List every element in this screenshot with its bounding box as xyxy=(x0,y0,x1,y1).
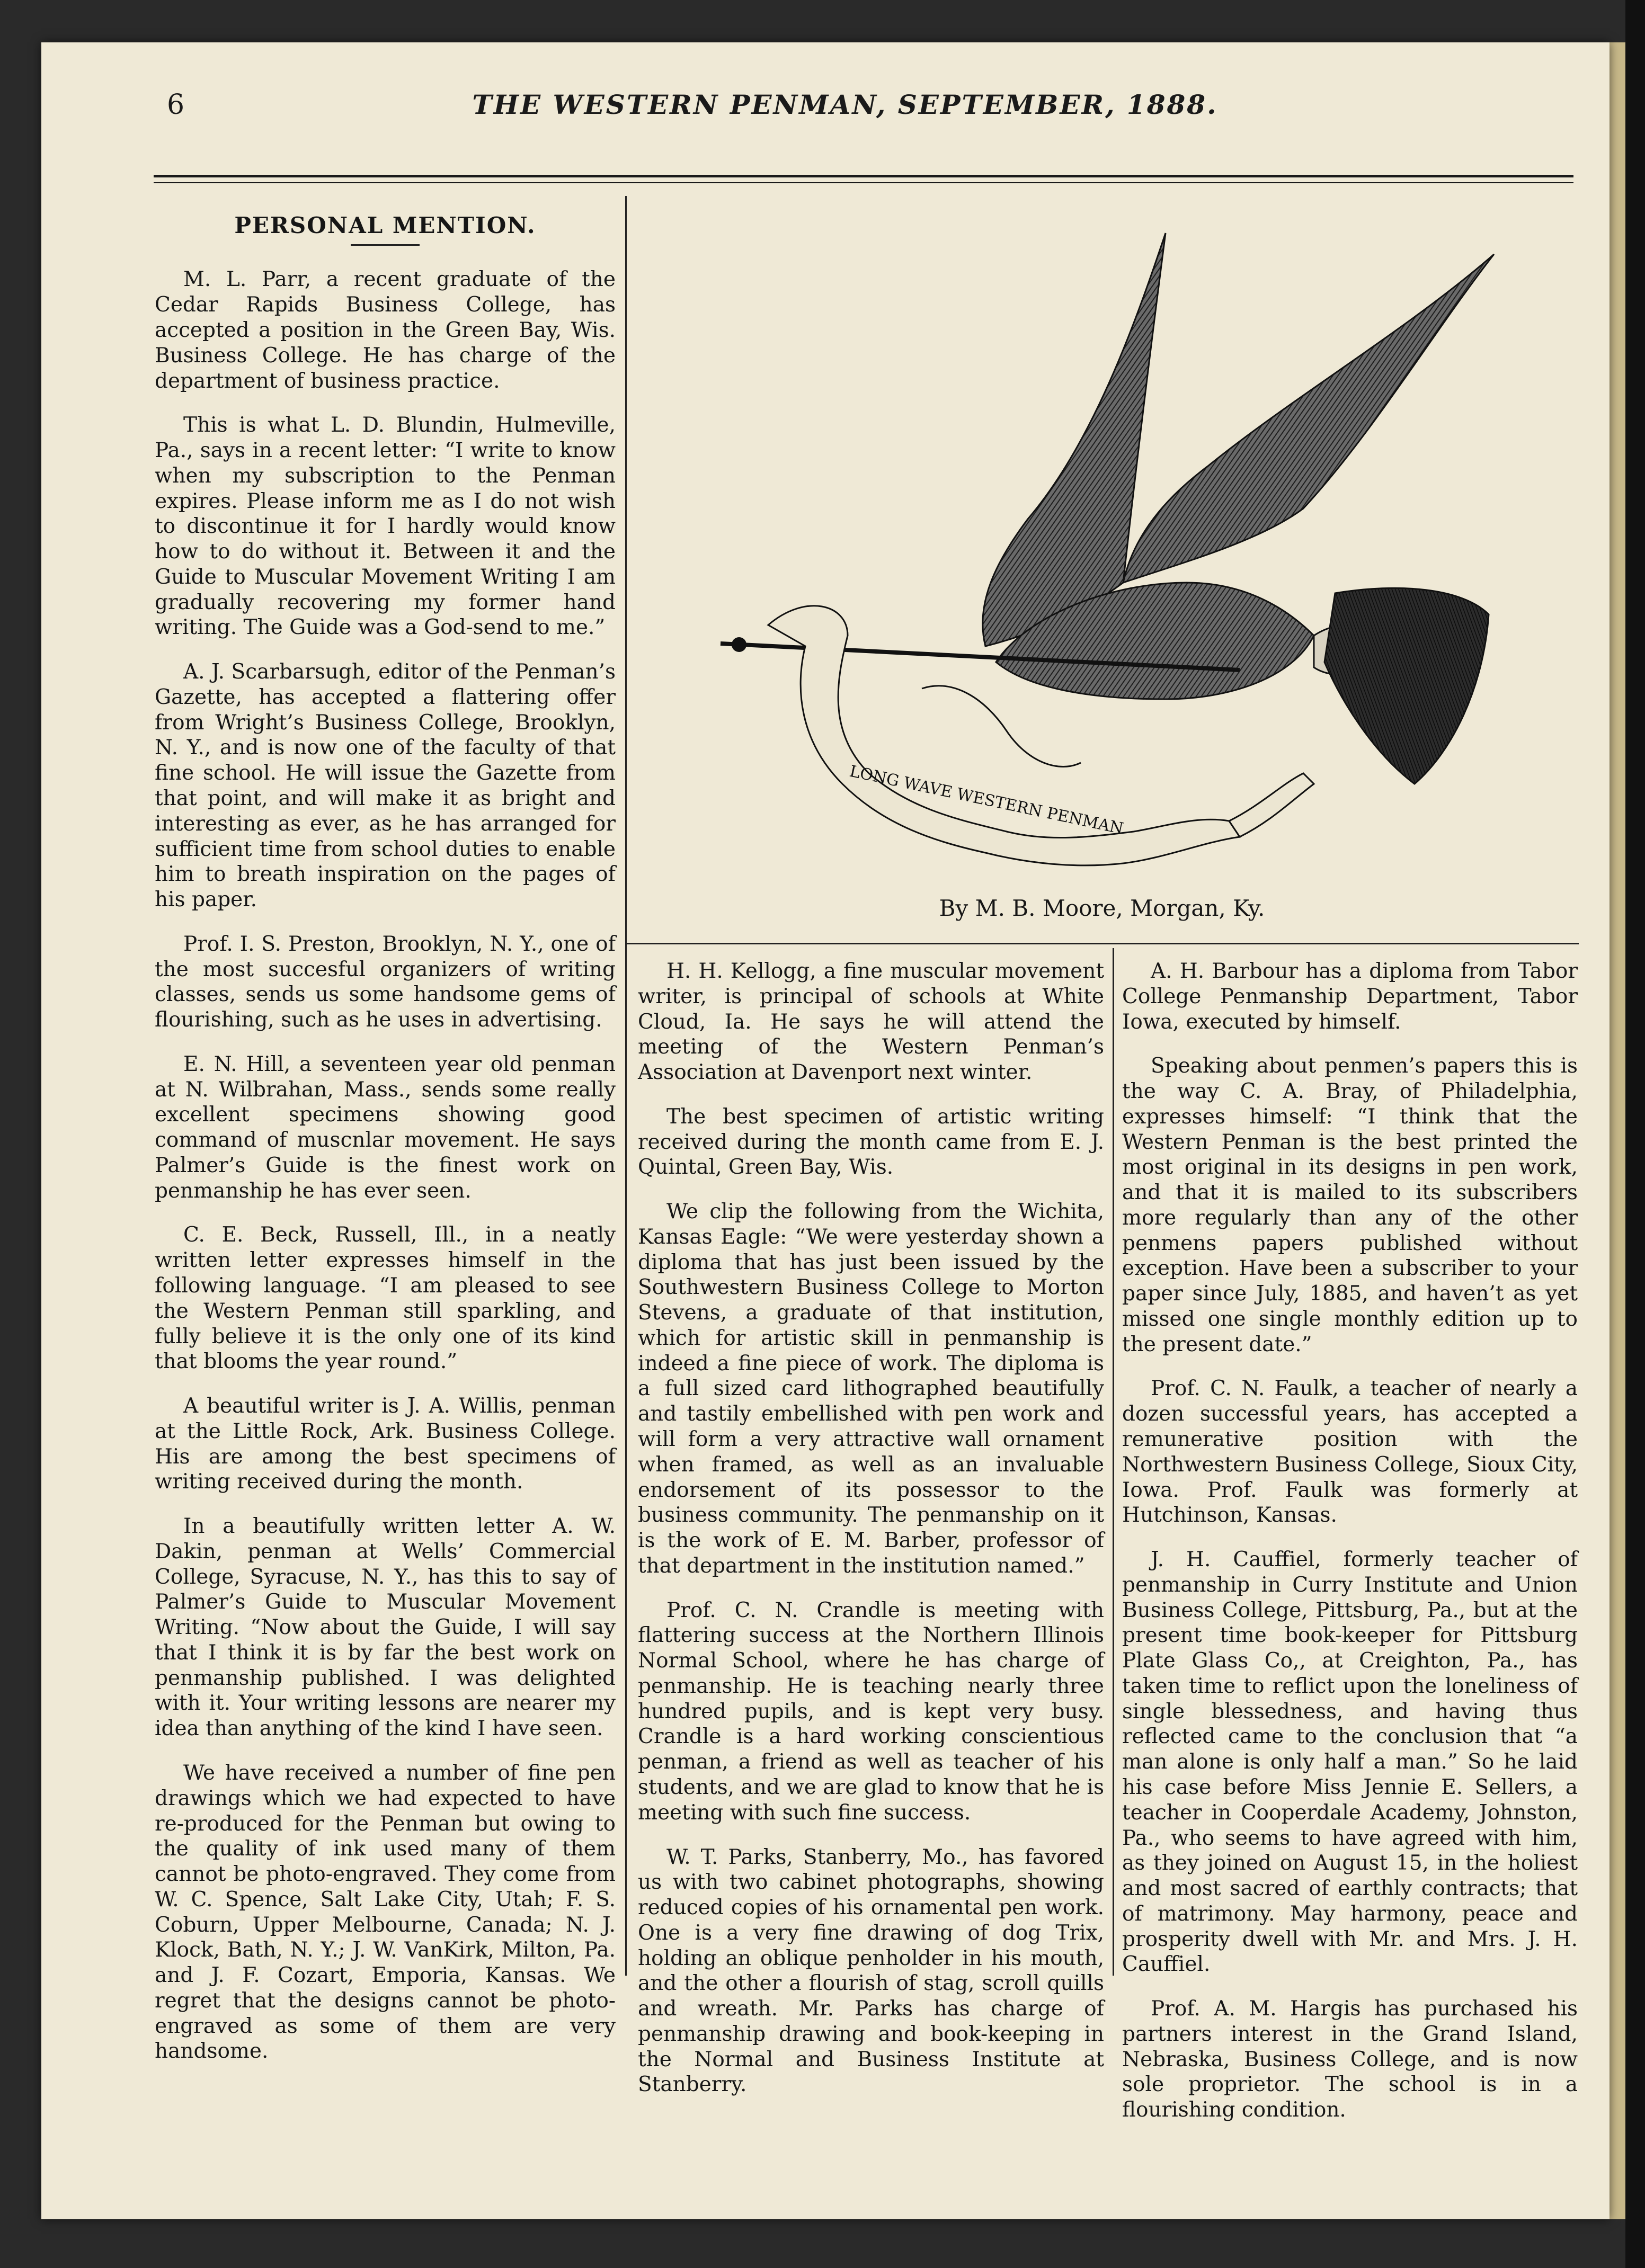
heading-rule xyxy=(351,244,420,246)
eagle-illustration xyxy=(710,222,1515,879)
article-paragraph: We clip the following from the Wichita, Kansas Eagle: “We were yesterday shown a diploma that has just been issued by the Southwestern Business College to Morton Stevens, a graduate of that institution, which for artistic skill in penmanship is indeed a fine piece of work. The diploma is a full sized card lithographed beautifully and tastily embellished with pen work and will form a very attractive wall ornament when framed, as well as an invaluable endorsement of its possessor to the business community. The penmanship on it is the work of E. M. Barber, professor of that department in the institution named.” xyxy=(638,1200,1104,1578)
article-paragraph: M. L. Parr, a recent graduate of the Cedar Rapids Business College, has accepted a position in the Green Bay, Wis. Business College. He has charge of the department of business practice. xyxy=(155,267,616,393)
book-spine xyxy=(1625,0,1645,2268)
column-divider-1 xyxy=(625,196,627,1976)
article-paragraph: Speaking about penmen’s papers this is the way C. A. Bray, of Philadelphia, expresses himself: “I think that the Western Penman is the best printed the most original in its designs in pen work, and that it is mailed to its subscribers more regularly than any of the other penmens papers published without exception. Have been a subscriber to your paper since July, 1885, and haven’t as yet missed one single monthly edition up to the present date.” xyxy=(1122,1054,1578,1356)
masthead-title: THE WESTERN PENMAN, SEPTEMBER, 1888. xyxy=(472,89,1218,120)
column-middle xyxy=(638,959,1104,2117)
page-header xyxy=(114,89,1576,131)
article-paragraph: Prof. A. M. Hargis has purchased his partners interest in the Grand Island, Nebraska, Business College, and is now sole proprietor. The school is in a flourishing condition. xyxy=(1122,1997,1578,2122)
header-rule-thin xyxy=(154,182,1573,183)
article-paragraph: The best specimen of artistic writing received during the month came from E. J. Quintal, Green Bay, Wis. xyxy=(638,1104,1104,1180)
article-paragraph: Prof. I. S. Preston, Brooklyn, N. Y., one of the most succesful organizers of writing classes, sends us some handsome gems of flourishing, such as he uses in advertising. xyxy=(155,932,616,1032)
article-paragraph: A beautiful writer is J. A. Willis, penman at the Little Rock, Ark. Business College. His are among the best specimens of writing received during the month. xyxy=(155,1394,616,1494)
article-paragraph: E. N. Hill, a seventeen year old penman at N. Wilbrahan, Mass., sends some really excellent specimens showing good command of muscnlar movement. He says Palmer’s Guide is the finest work on penmanship he has ever seen. xyxy=(155,1052,616,1203)
column-divider-2 xyxy=(1113,948,1114,1976)
article-paragraph: J. H. Cauffiel, formerly teacher of penmanship in Curry Institute and Union Business College, Pittsburg, Pa., but at the present time book-keeper for Pittsburg Plate Glass Co,, at Creighton, Pa., has taken time to reflict upon the loneliness of single blessedness, and having thus reflected came to the conclusion that “a man alone is only half a man.” So he laid his case before Miss Jennie E. Sellers, a teacher in Cooperdale Academy, Johnston, Pa., who seems to have agreed with him, as they joined on August 15, in the holiest and most sacred of earthly contracts; that of matrimony. May harmony, peace and prosperity dwell with Mr. and Mrs. J. H. Cauffiel. xyxy=(1122,1548,1578,1977)
header-rule-thick xyxy=(154,175,1573,177)
illustration-bottom-rule xyxy=(625,943,1579,944)
article-paragraph: Prof. C. N. Faulk, a teacher of nearly a dozen successful years, has accepted a remunerative position with the Northwestern Business College, Sioux City, Iowa. Prof. Faulk was formerly at Hutchinson, Kansas. xyxy=(1122,1377,1578,1528)
article-paragraph: We have received a number of fine pen drawings which we had expected to have re-produced for the Penman but owing to the quality of ink used many of them cannot be photo-engraved. They come from W. C. Spence, Salt Lake City, Utah; F. S. Coburn, Upper Melbourne, Canada; N. J. Klock, Bath, N. Y.; J. W. VanKirk, Milton, Pa. and J. F. Cozart, Emporia, Kansas. We regret that the designs cannot be photo-engraved as some of them are very handsome. xyxy=(155,1761,616,2064)
article-paragraph: This is what L. D. Blundin, Hulmeville, Pa., says in a recent letter: “I write to know when my subscription to the Penman expires. Please inform me as I do not wish to discontinue it for I hardly would know how to do without it. Between it and the Guide to Muscular Movement Writing I am gradually recovering my former hand writing. The Guide was a God-send to me.” xyxy=(155,413,616,640)
page-edge xyxy=(1610,42,1625,2219)
page-number: 6 xyxy=(167,89,185,121)
column-right xyxy=(1122,959,1578,2142)
section-heading: PERSONAL MENTION. xyxy=(234,212,536,238)
article-paragraph: Prof. C. N. Crandle is meeting with flattering success at the Northern Illinois Normal School, where he has charge of penmanship. He is teaching nearly three hundred pupils, and is kept very busy. Crandle is a hard working conscientious penman, a friend as well as teacher of his students, and we are glad to know that he is meeting with such fine success. xyxy=(638,1598,1104,1825)
banner-text: LONG WAVE WESTERN PENMAN xyxy=(848,762,1125,838)
article-paragraph: W. T. Parks, Stanberry, Mo., has favored us with two cabinet photographs, showing reduced copies of his ornamental pen work. One is a very fine drawing of dog Trix, holding an oblique penholder in his mouth, and the other a flourish of stag, scroll quills and wreath. Mr. Parks has charge of penmanship drawing and book-keeping in the Normal and Business Institute at Stanberry. xyxy=(638,1845,1104,2097)
illustration-caption: By M. B. Moore, Morgan, Ky. xyxy=(939,895,1265,921)
article-paragraph: C. E. Beck, Russell, Ill., in a neatly written letter expresses himself in the following language. “I am pleased to see the Western Penman still sparkling, and fully believe it is the only one of its kind that blooms the year round.” xyxy=(155,1223,616,1374)
article-paragraph: In a beautifully written letter A. W. Dakin, penman at Wells’ Commercial College, Syracuse, N. Y., has this to say of Palmer’s Guide to Muscular Movement Writing. “Now about the Guide, I will say that I think it is by far the best work on penmanship published. I was delighted with it. Your writing lessons are nearer my idea than anything of the kind I have seen. xyxy=(155,1514,616,1741)
column-left xyxy=(155,212,616,2083)
article-paragraph: A. J. Scarbarsugh, editor of the Penman’s Gazette, has accepted a flattering offer from Wright’s Business College, Brooklyn, N. Y., and is now one of the faculty of that fine school. He will issue the Gazette from that point, and will make it as bright and interesting as ever, as he has arranged for sufficient time from school duties to enable him to breath inspiration on the pages of his paper. xyxy=(155,660,616,912)
article-paragraph: H. H. Kellogg, a fine muscular movement writer, is principal of schools at White Cloud, Ia. He says he will attend the meeting of the Western Penman’s Association at Davenport next winter. xyxy=(638,959,1104,1085)
article-paragraph: A. H. Barbour has a diploma from Tabor College Penmanship Department, Tabor Iowa, executed by himself. xyxy=(1122,959,1578,1034)
